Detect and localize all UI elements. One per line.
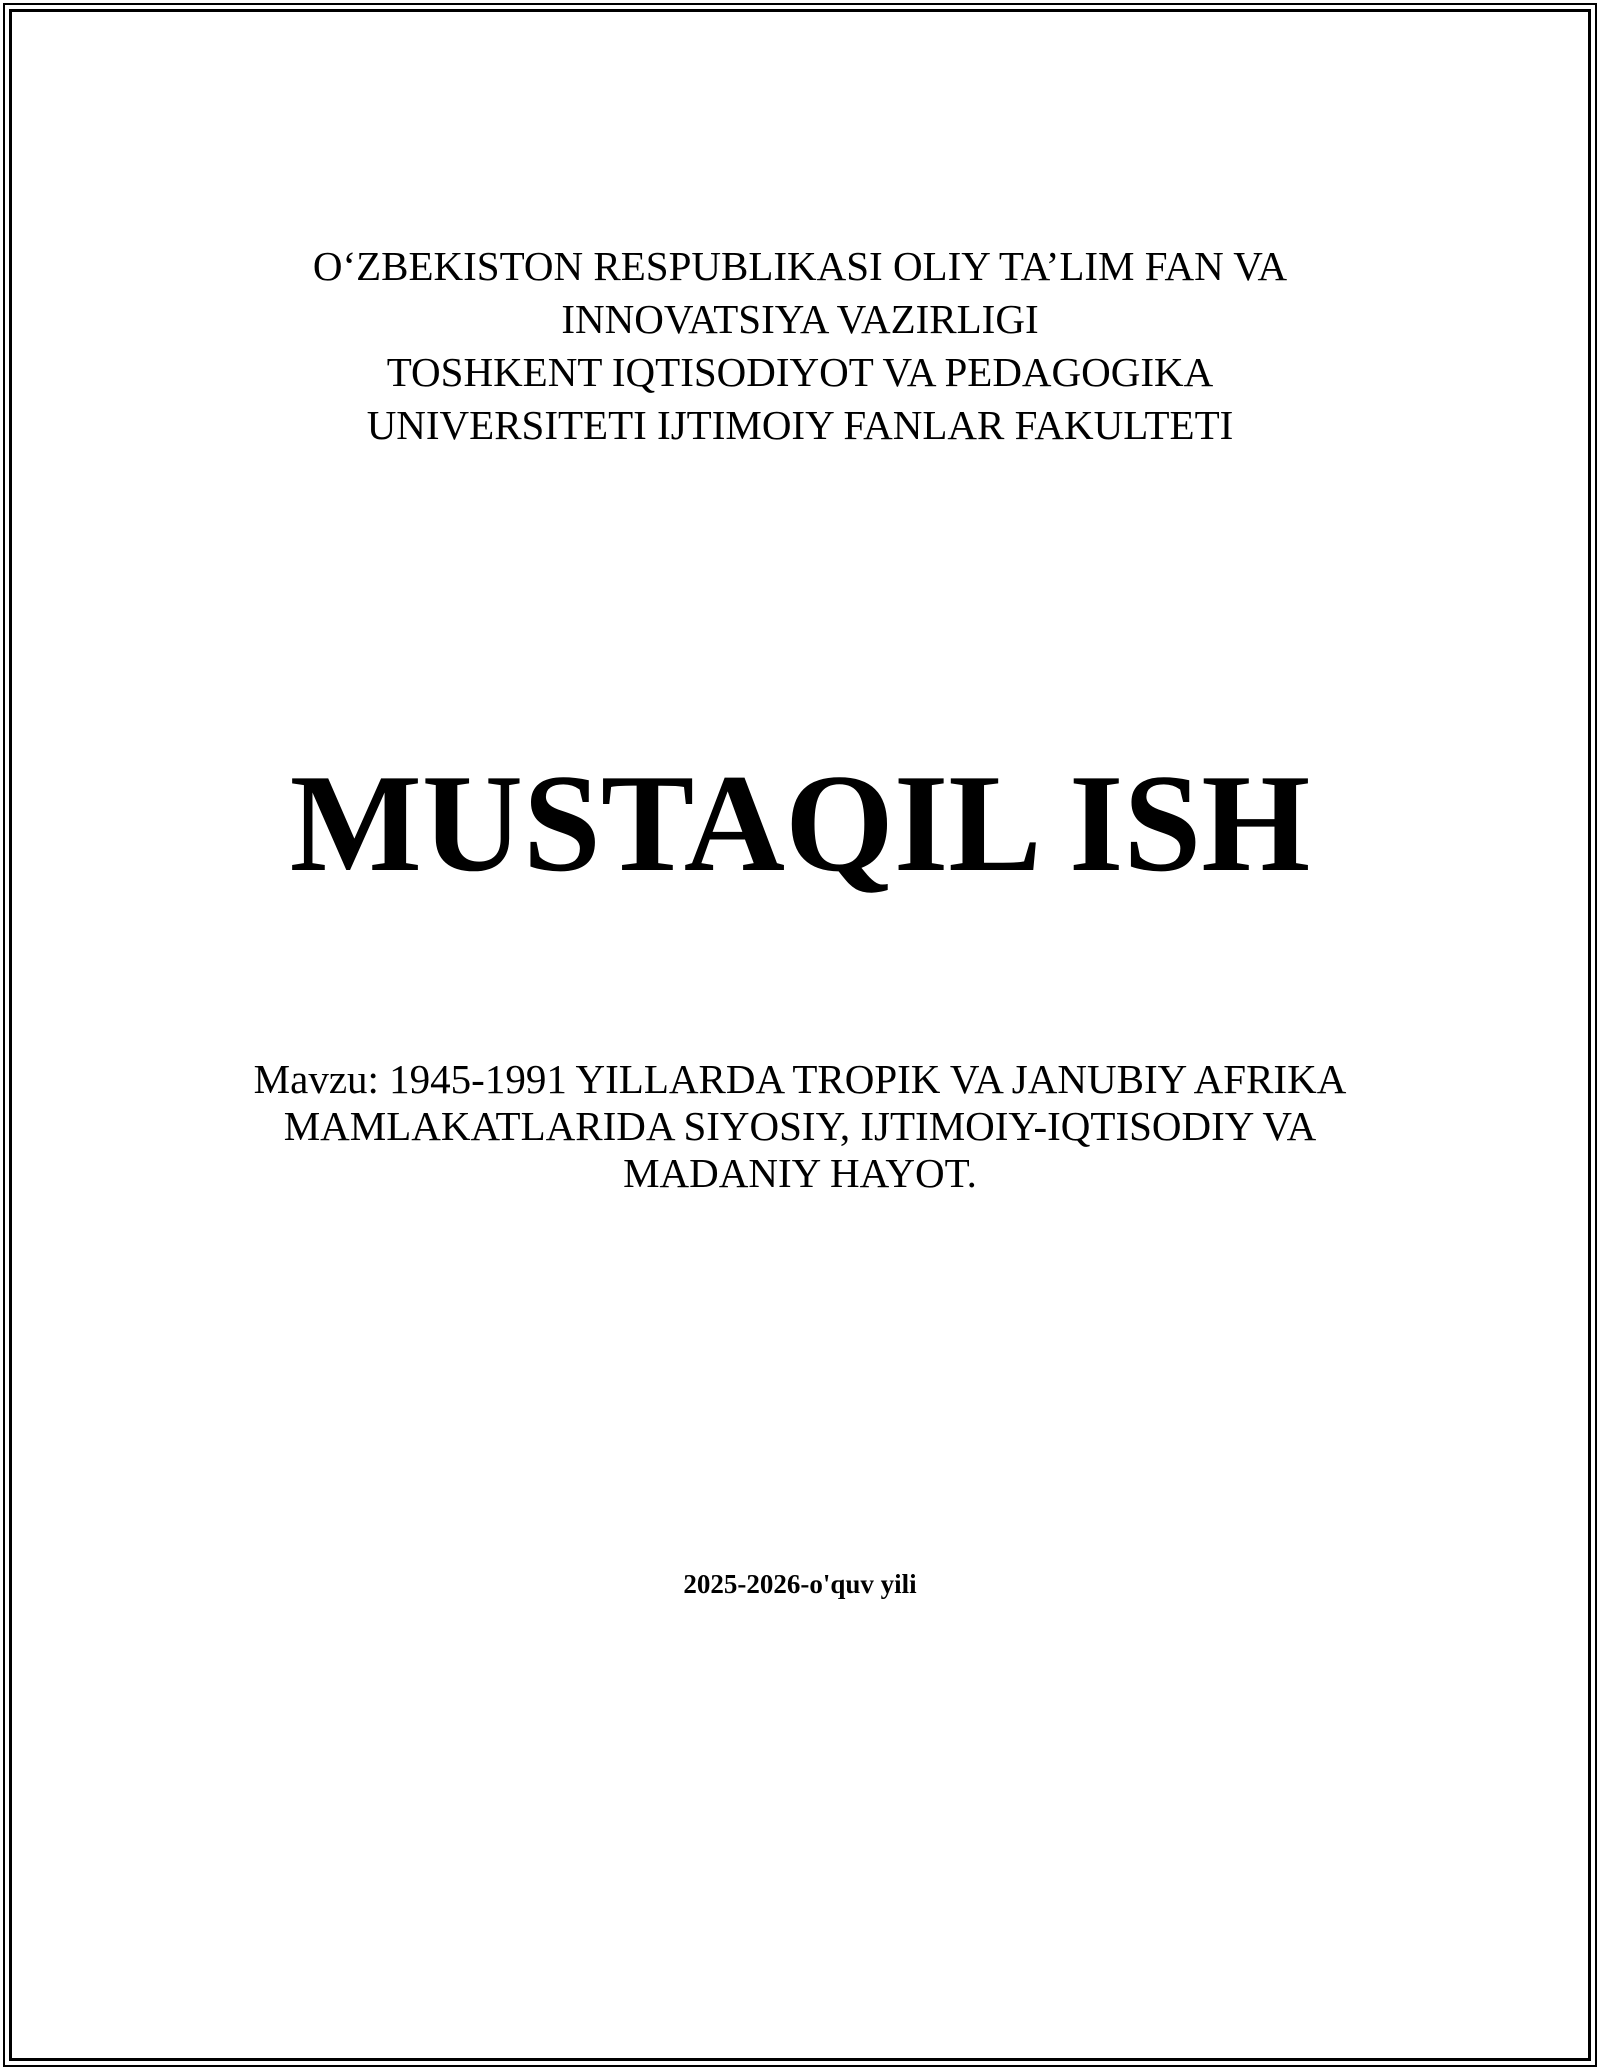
header-line-4: UNIVERSITETI IJTIMOIY FANLAR FAKULTETI bbox=[366, 402, 1234, 448]
topic-line-1: Mavzu: 1945-1991 YILLARDA TROPIK VA JANUBIY AFRIKA bbox=[253, 1056, 1347, 1102]
topic-line-2: MAMLAKATLARIDA SIYOSIY, IJTIMOIY-IQTISODIY VA bbox=[283, 1103, 1317, 1149]
header-line-3: TOSHKENT IQTISODIYOT VA PEDAGOGIKA bbox=[386, 349, 1214, 395]
topic-paragraph bbox=[250, 1056, 1350, 1197]
document-title: MUSTAQIL ISH bbox=[289, 746, 1311, 901]
topic-line-3: MADANIY HAYOT. bbox=[623, 1150, 977, 1196]
academic-year: 2025-2026-o'quv yili bbox=[683, 1569, 917, 1599]
header-line-1: O‘ZBEKISTON RESPUBLIKASI OLIY TA’LIM FAN VA bbox=[312, 243, 1288, 289]
ministry-university-header bbox=[250, 240, 1350, 452]
header-line-2: INNOVATSIYA VAZIRLIGI bbox=[561, 296, 1039, 342]
